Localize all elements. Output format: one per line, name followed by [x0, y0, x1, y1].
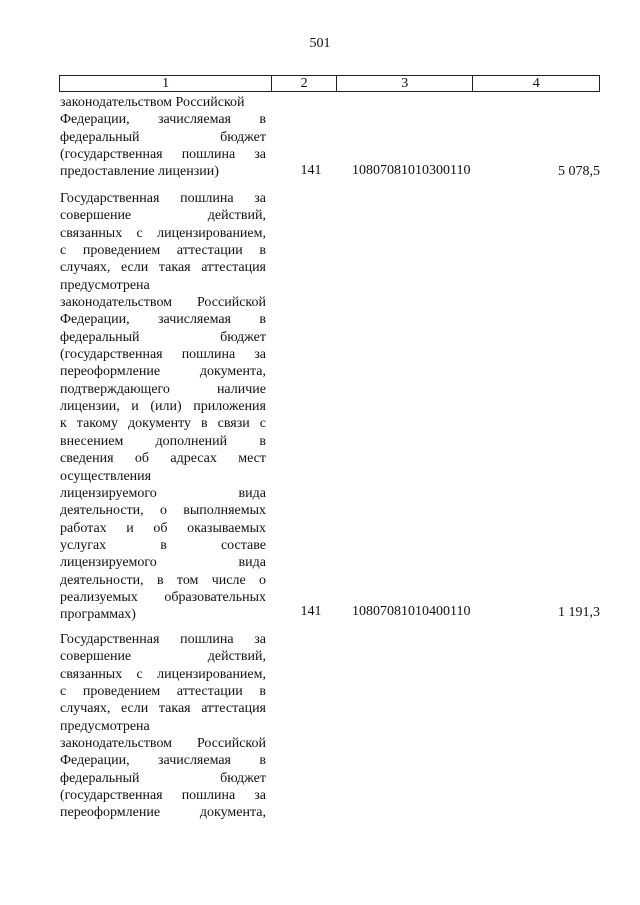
- desc-line: внесением дополнений в: [60, 433, 266, 449]
- desc-line: подтверждающего наличие: [60, 381, 266, 397]
- table-row: [60, 190, 600, 630]
- row-description: [60, 631, 266, 822]
- desc-line: с проведением аттестации в: [60, 684, 266, 700]
- desc-line: Федерации, зачисляемая в: [60, 312, 266, 328]
- desc-line: к такому документу в связи с: [60, 416, 266, 432]
- desc-line: услугах в составе: [60, 537, 266, 553]
- desc-line: деятельности, о выполняемых: [60, 503, 266, 519]
- desc-line: Федерации, зачисляемая в: [60, 112, 266, 128]
- desc-line: предусмотрена: [60, 718, 150, 734]
- header-col-3: 3: [337, 76, 474, 91]
- amount: 5 078,5: [558, 164, 600, 179]
- desc-line: Федерации, зачисляемая в: [60, 753, 266, 769]
- desc-line: сведения об адресах мест: [60, 451, 266, 467]
- desc-line: (государственная пошлина за: [60, 147, 266, 163]
- desc-line: (государственная пошлина за: [60, 788, 266, 804]
- budget-code: 10807081010300110: [352, 163, 471, 178]
- desc-line: предоставление лицензии): [60, 164, 219, 180]
- row-description: [60, 94, 266, 181]
- amount: 1 191,3: [558, 605, 600, 620]
- desc-line: лицензируемого вида: [60, 555, 266, 571]
- desc-line: с проведением аттестации в: [60, 243, 266, 259]
- admin-code: 141: [300, 604, 322, 619]
- desc-line: случаях, если такая аттестация: [60, 701, 266, 717]
- budget-code: 10807081010400110: [352, 604, 471, 619]
- table-row: [60, 631, 600, 831]
- desc-line: федеральный бюджет: [60, 129, 266, 145]
- desc-line: совершение действий,: [60, 649, 266, 665]
- desc-line: совершение действий,: [60, 208, 266, 224]
- desc-line: лицензируемого вида: [60, 485, 266, 501]
- desc-line: федеральный бюджет: [60, 329, 266, 345]
- desc-line: Государственная пошлина за: [60, 632, 266, 647]
- desc-line: связанных с лицензированием,: [60, 666, 266, 682]
- desc-line: осуществления: [60, 468, 152, 484]
- desc-line: законодательством Российской: [60, 95, 245, 110]
- header-col-4: 4: [532, 76, 540, 91]
- desc-line: связанных с лицензированием,: [60, 225, 266, 241]
- desc-line: переоформление документа,: [60, 364, 266, 380]
- desc-line: переоформление документа,: [60, 805, 266, 821]
- desc-line: деятельности, в том числе о: [60, 572, 266, 588]
- desc-line: законодательством Российской: [60, 736, 266, 752]
- header-col-2: 2: [272, 76, 337, 91]
- table-row: [60, 94, 600, 184]
- row-description: [60, 190, 266, 624]
- desc-line: лицензии, и (или) приложения: [60, 399, 266, 415]
- desc-line: работах и об оказываемых: [60, 520, 266, 536]
- page-number: 501: [309, 36, 331, 51]
- desc-line: законодательством Российской: [60, 295, 266, 311]
- admin-code: 141: [300, 163, 322, 178]
- desc-line: программах): [60, 607, 136, 623]
- desc-line: случаях, если такая аттестация: [60, 260, 266, 276]
- header-col-1: 1: [60, 76, 272, 91]
- desc-line: (государственная пошлина за: [60, 347, 266, 363]
- desc-line: федеральный бюджет: [60, 770, 266, 786]
- desc-line: Государственная пошлина за: [60, 191, 266, 206]
- desc-line: предусмотрена: [60, 277, 150, 293]
- desc-line: реализуемых образовательных: [60, 589, 266, 605]
- table-header: [59, 75, 600, 92]
